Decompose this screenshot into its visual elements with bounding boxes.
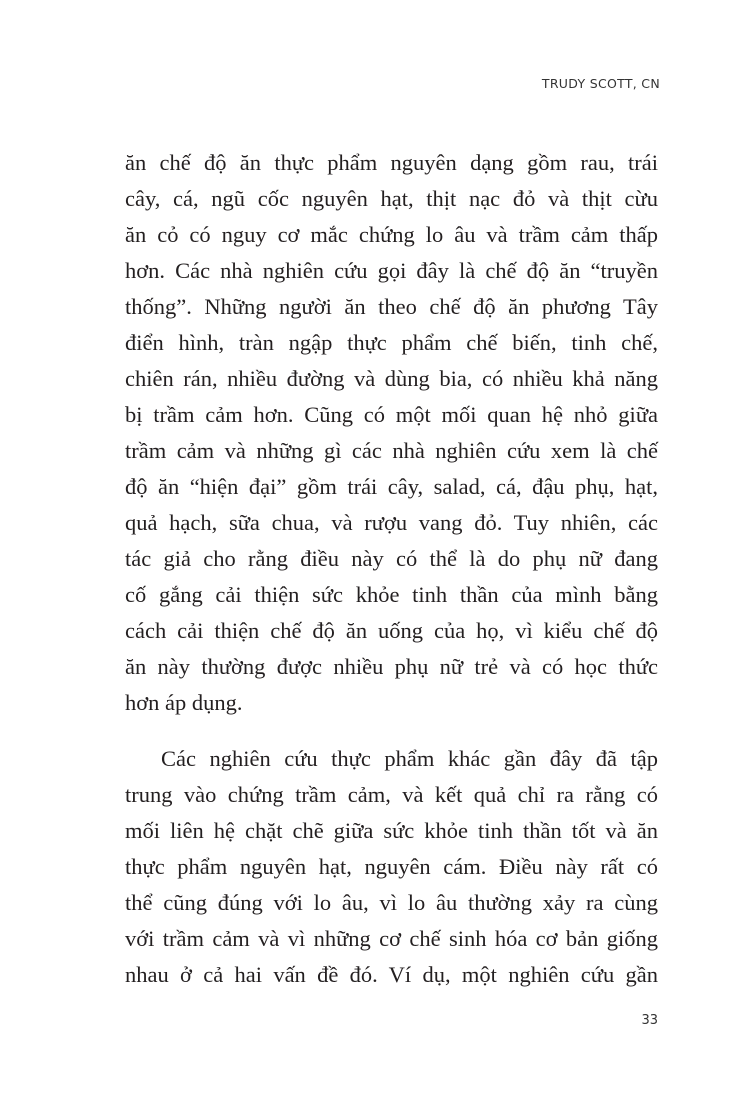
text-line: với trầm cảm và vì những cơ chế sinh hóa cơ bản giống [125, 926, 658, 951]
body-text [125, 145, 658, 993]
running-head: TRUDY SCOTT, CN [541, 76, 660, 91]
text-line: thống”. Những người ăn theo chế độ ăn phương Tây [125, 294, 658, 319]
text-line: quả hạch, sữa chua, và rượu vang đỏ. Tuy nhiên, các [125, 510, 658, 535]
text-line: thực phẩm nguyên hạt, nguyên cám. Điều này rất có [125, 854, 658, 879]
text-line: hơn. Các nhà nghiên cứu gọi đây là chế độ ăn “truyền [125, 258, 658, 283]
text-line: cố gắng cải thiện sức khỏe tinh thần của mình bằng [125, 582, 658, 607]
text-line: tác giả cho rằng điều này có thể là do phụ nữ đang [125, 546, 658, 571]
text-line: Các nghiên cứu thực phẩm khác gần đây đã tập [161, 746, 658, 771]
text-line: chiên rán, nhiều đường và dùng bia, có nhiều khả năng [125, 366, 658, 391]
text-line: hơn áp dụng. [125, 690, 243, 715]
text-line: ăn chế độ ăn thực phẩm nguyên dạng gồm rau, trái [125, 150, 658, 175]
text-line: trầm cảm và những gì các nhà nghiên cứu xem là chế [125, 438, 658, 463]
text-line: thể cũng đúng với lo âu, vì lo âu thường xảy ra cùng [125, 890, 658, 915]
text-line: nhau ở cả hai vấn đề đó. Ví dụ, một nghiên cứu gần [125, 962, 658, 987]
page-number: 33 [641, 1013, 658, 1028]
text-line: trung vào chứng trầm cảm, và kết quả chỉ ra rằng có [125, 782, 658, 807]
text-line: ăn cỏ có nguy cơ mắc chứng lo âu và trầm cảm thấp [125, 222, 658, 247]
text-line: cây, cá, ngũ cốc nguyên hạt, thịt nạc đỏ và thịt cừu [125, 186, 658, 211]
text-line: điển hình, tràn ngập thực phẩm chế biến, tinh chế, [125, 330, 658, 355]
text-line: mối liên hệ chặt chẽ giữa sức khỏe tinh thần tốt và ăn [125, 818, 658, 843]
text-line: ăn này thường được nhiều phụ nữ trẻ và có học thức [125, 654, 658, 679]
paragraph [125, 741, 658, 993]
text-line: cách cải thiện chế độ ăn uống của họ, vì kiểu chế độ [125, 618, 658, 643]
text-line: bị trầm cảm hơn. Cũng có một mối quan hệ nhỏ giữa [125, 402, 658, 427]
text-line: độ ăn “hiện đại” gồm trái cây, salad, cá, đậu phụ, hạt, [125, 474, 658, 499]
paragraph [125, 145, 658, 721]
